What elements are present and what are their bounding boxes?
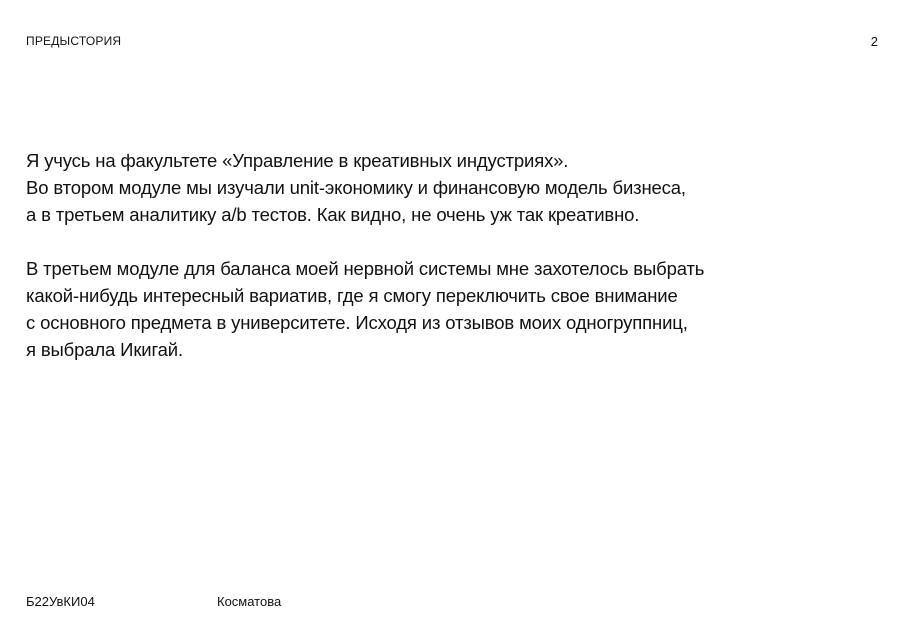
text-line: с основного предмета в университете. Исходя из отзывов моих одногруппниц, (26, 312, 688, 333)
section-title: ПРЕДЫСТОРИЯ (26, 34, 122, 48)
text-line: я выбрала Икигай. (26, 339, 183, 360)
text-line: Во втором модуле мы изучали unit-экономику и финансовую модель бизнеса, (26, 177, 686, 198)
text-line: а в третьем аналитику a/b тестов. Как видно, не очень уж так креативно. (26, 204, 640, 225)
text-line: В третьем модуле для баланса моей нервной системы мне захотелось выбрать (26, 258, 705, 279)
page-number: 2 (870, 34, 878, 49)
text-line: какой-нибудь интересный вариатив, где я смогу переключить свое внимание (26, 285, 678, 306)
author-name: Косматова (217, 594, 282, 609)
main-text (26, 147, 846, 363)
paragraph-1 (26, 147, 846, 228)
group-code: Б22УвКИ04 (26, 594, 95, 609)
text-line: Я учусь на факультете «Управление в креативных индустриях». (26, 150, 569, 171)
paragraph-2 (26, 255, 846, 363)
